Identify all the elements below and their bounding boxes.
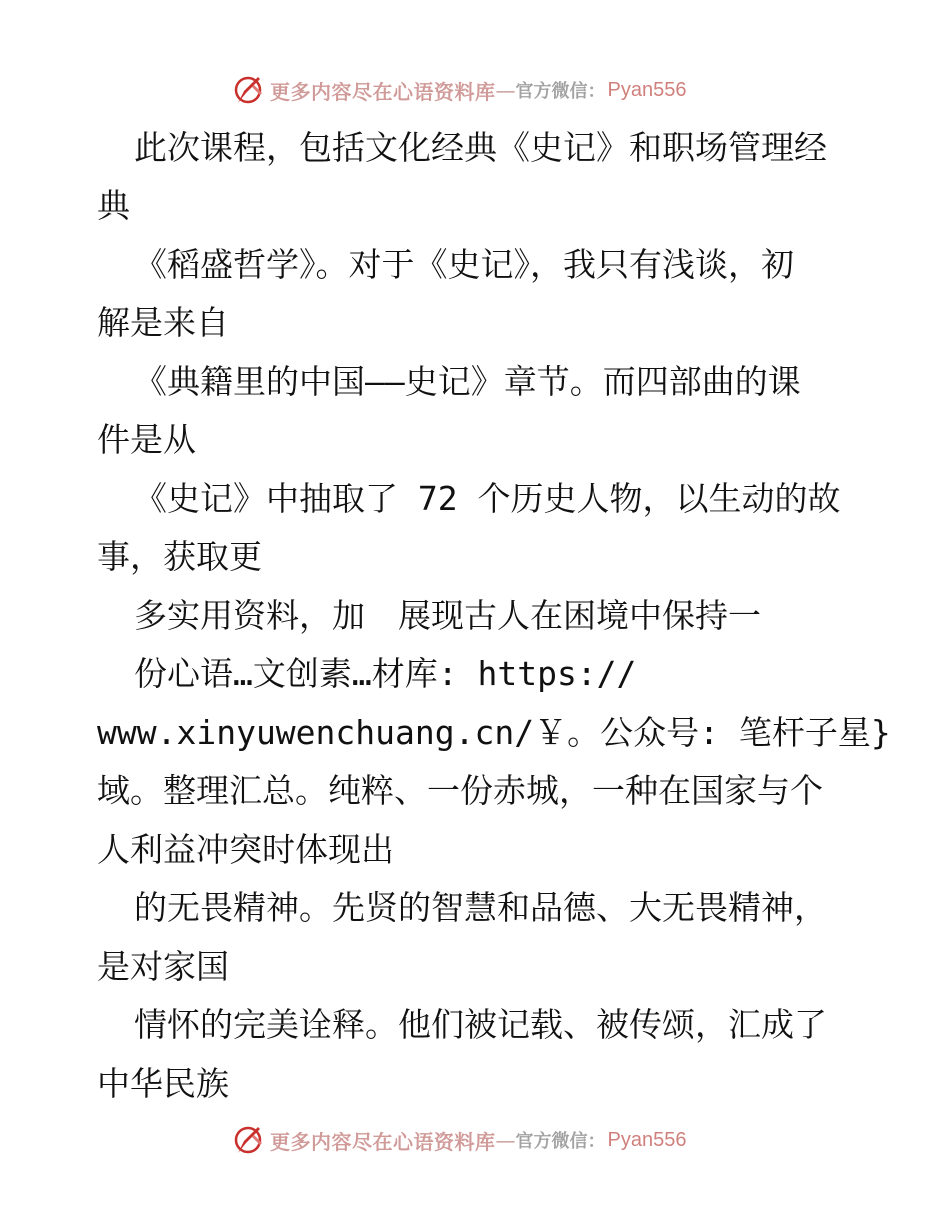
pen-nib-circle-icon bbox=[232, 73, 266, 107]
watermark-dash: — bbox=[495, 1128, 516, 1152]
body-line-17: 中华民族 bbox=[97, 1064, 229, 1103]
body-line-15: 是对家国 bbox=[97, 947, 229, 986]
body-line-7: 《史记》中抽取了 72 个历史人物，以生动的故 bbox=[134, 479, 841, 518]
body-line-6: 件是从 bbox=[97, 420, 196, 459]
body-line-12: 域。整理汇总。纯粹、一份赤城，一种在国家与个 bbox=[97, 771, 823, 810]
watermark-wechat-label: 官方微信： bbox=[515, 1131, 606, 1152]
body-line-2: 典 bbox=[97, 186, 130, 225]
body-line-1: 此次课程，包括文化经典《史记》和职场管理经 bbox=[134, 128, 827, 167]
body-line-11: www.xinyuwenchuang.cn/￥。公众号: 笔杆子星} bbox=[97, 713, 891, 752]
body-line-9: 多实用资料，加 展现古人在困境中保持一 bbox=[134, 596, 761, 635]
watermark-wechat-id: Pyan556 bbox=[607, 1128, 687, 1151]
watermark-main-text: 更多内容尽在心语资料库 bbox=[270, 79, 496, 104]
body-line-8: 事，获取更 bbox=[97, 537, 262, 576]
body-line-14: 的无畏精神。先贤的智慧和品德、大无畏精神， bbox=[134, 888, 827, 927]
body-line-16: 情怀的完美诠释。他们被记载、被传颂，汇成了 bbox=[134, 1005, 827, 1044]
body-line-4: 解是来自 bbox=[97, 303, 229, 342]
footer-watermark bbox=[232, 1123, 712, 1157]
watermark-dash: — bbox=[495, 78, 516, 102]
body-line-10: 份心语…文创素…材库: https:// bbox=[134, 654, 637, 693]
watermark-wechat-id: Pyan556 bbox=[607, 78, 687, 101]
watermark-wechat-label: 官方微信： bbox=[515, 81, 606, 102]
header-watermark bbox=[232, 73, 712, 107]
pen-nib-circle-icon bbox=[232, 1123, 266, 1157]
body-line-13: 人利益冲突时体现出 bbox=[97, 830, 394, 869]
watermark-main-text: 更多内容尽在心语资料库 bbox=[270, 1129, 496, 1154]
body-line-5: 《典籍里的中国——史记》章节。而四部曲的课 bbox=[134, 362, 801, 401]
body-line-3: 《稻盛哲学》。对于《史记》，我只有浅谈，初 bbox=[134, 245, 794, 284]
